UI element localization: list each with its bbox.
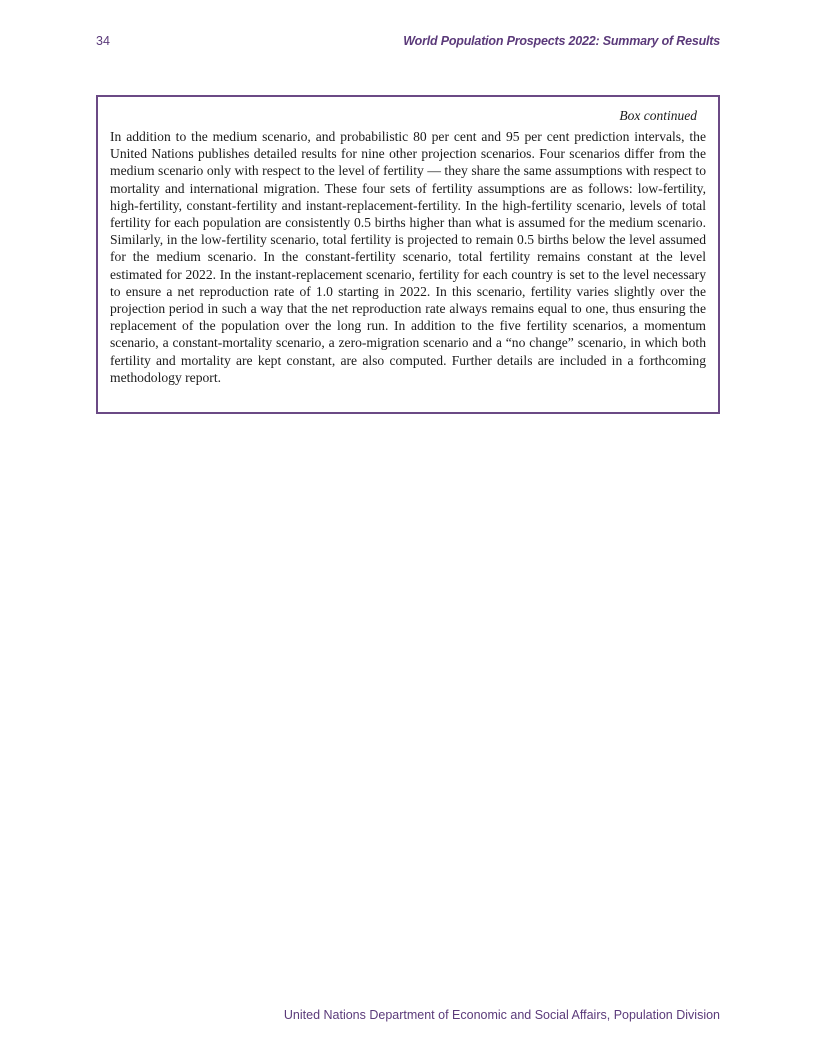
box-paragraph: In addition to the medium scenario, and probabilistic 80 per cent and 95 per cent prediction intervals, the United Nations publishes detailed results for nine other projection scenarios. Four scenarios differ from the medium scenario only with respect to the level of fertility — they share the same assumptions with respect to mortality and international migration. These four sets of fertility assumptions are as follows: low-fertility, high-fertility, constant-fertility and instant-replacement-fertility. In the high-fertility scenario, levels of total fertility for each population are consistently 0.5 births higher than what is assumed for the medium scenario. Similarly, in the low-fertility scenario, total fertility is projected to remain 0.5 births below the level assumed for the medium scenario. In the constant-fertility scenario, total fertility remains constant at the level estimated for 2022. In the instant-replacement scenario, fertility for each country is set to the level necessary to ensure a net reproduction rate of 1.0 starting in 2022. In this scenario, fertility varies slightly over the projection period in such a way that the net reproduction rate always remains equal to one, thus ensuring the replacement of the population over the long run. In addition to the five fertility scenarios, a momentum scenario, a constant-mortality scenario, a zero-migration scenario and a “no change” scenario, in which both fertility and mortality are kept constant, are also computed. Further details are included in a forthcoming methodology report.	[110, 129, 706, 385]
page-number: 34	[96, 34, 110, 48]
page-footer: United Nations Department of Economic and Social Affairs, Population Division	[283, 1008, 720, 1022]
box-continued-label: Box continued	[619, 108, 697, 123]
running-title: World Population Prospects 2022: Summary of Results	[403, 34, 720, 48]
text-box	[96, 95, 720, 414]
